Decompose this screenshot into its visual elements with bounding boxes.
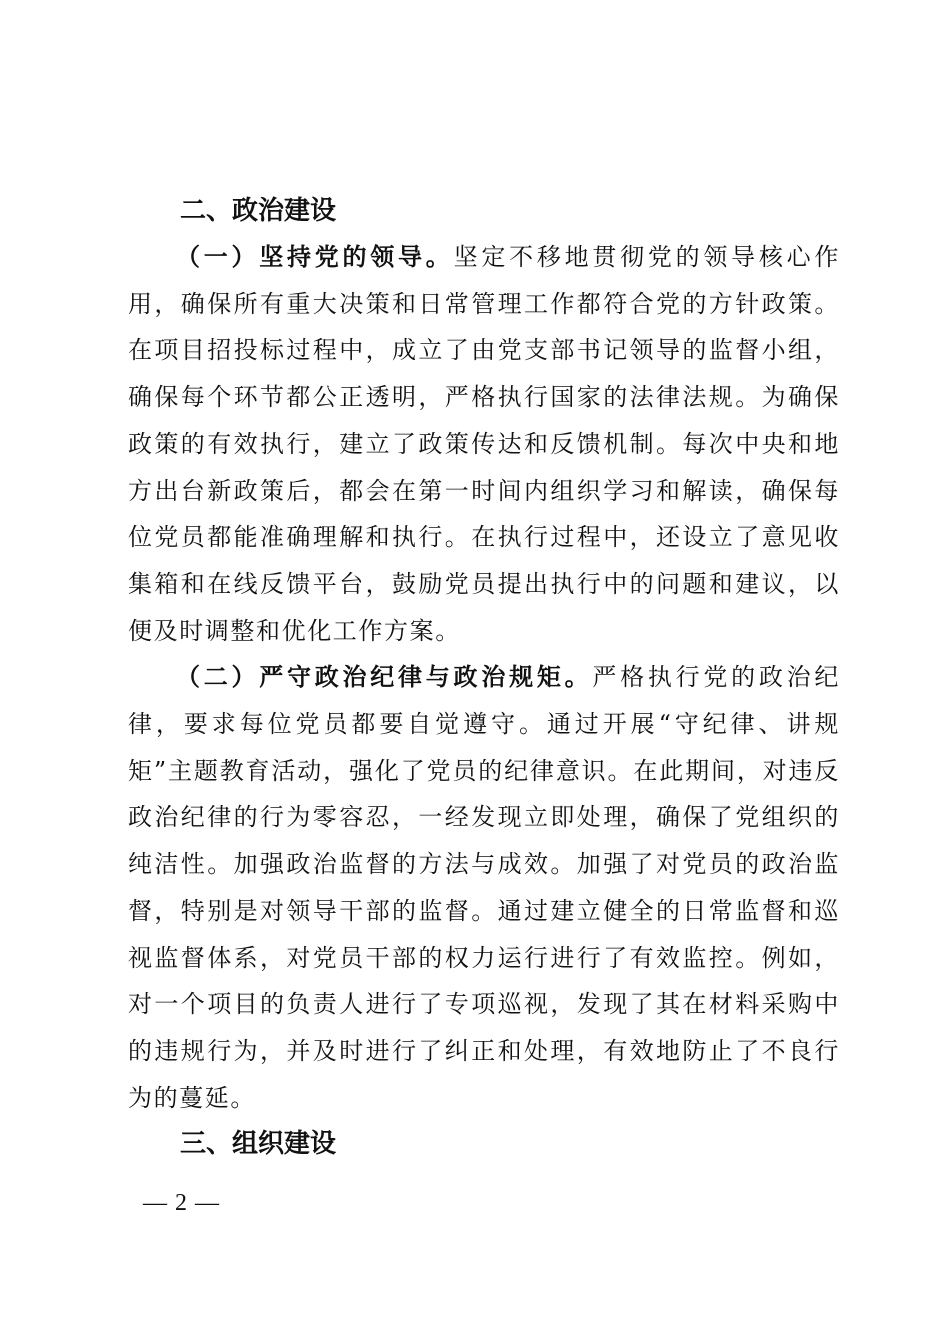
section-heading-organization: 三、组织建设 [180,1129,337,1160]
paragraph-lead-party-leadership: （一）坚持党的领导。 [176,242,454,271]
paragraph-lead-political-discipline: （二）严守政治纪律与政治规矩。 [176,662,593,692]
section-heading-political: 二、政治建设 [180,196,337,226]
paragraph-text-political-discipline: 严格执行党的政治纪律，要求每位党员都要自觉遵守。通过开展“守纪律、讲规矩”主题教育活动，强化了党员的纪律意识。在此期间，对违反政治纪律的行为零容忍，一经发现立即处理，确保了党组织的纯洁性。加强政治监督的方法与成效。加强了对党员的政治监督，特别是对领导干部的监督。通过建立健全的日常监督和巡视监督体系，对党员干部的权力运行进行了有效监控。例如，对一个项目的负责人进行了专项巡视，发现了其在材料采购中的违规行为，并及时进行了纠正和处理，有效地防止了不良行为的蔓延。 [128,663,840,1112]
page-number: — 2 — [143,1190,220,1216]
paragraph-political-discipline [128,654,840,1121]
paragraph-party-leadership [128,234,840,654]
document-body [128,188,840,1167]
paragraph-text-party-leadership: 坚定不移地贯彻党的领导核心作用，确保所有重大决策和日常管理工作都符合党的方针政策。在项目招投标过程中，成立了由党支部书记领导的监督小组，确保每个环节都公正透明，严格执行国家的法律法规。为确保政策的有效执行，建立了政策传达和反馈机制。每次中央和地方出台新政策后，都会在第一时间内组织学习和解读，确保每位党员都能准确理解和执行。在执行过程中，还设立了意见收集箱和在线反馈平台，鼓励党员提出执行中的问题和建议，以便及时调整和优化工作方案。 [128,243,840,645]
